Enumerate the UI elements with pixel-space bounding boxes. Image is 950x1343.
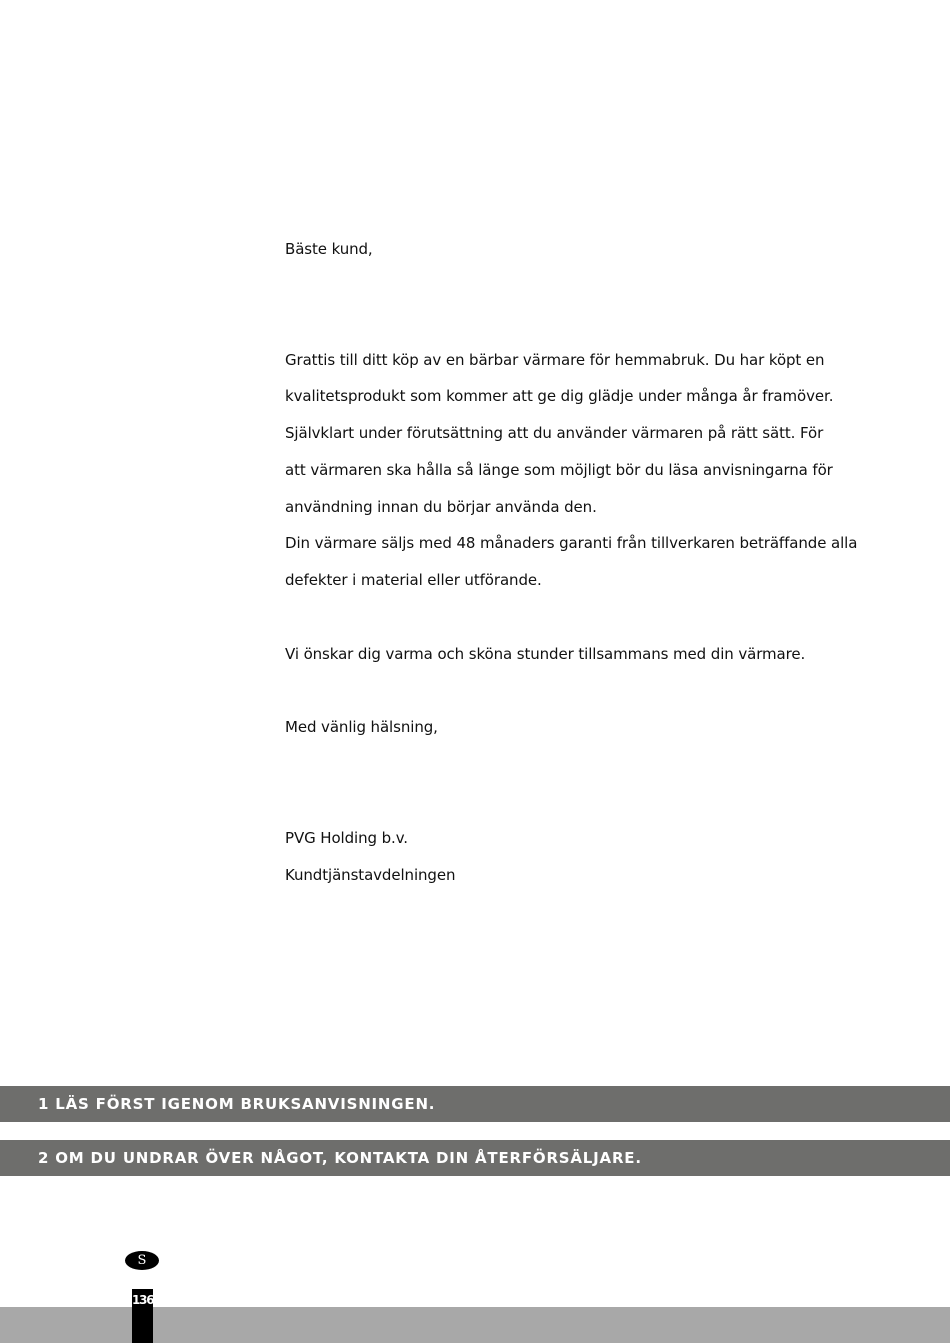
page-number-tab [132, 1289, 153, 1343]
body-line: användning innan du börjar använda den. [285, 497, 597, 516]
company-name: PVG Holding b.v. [285, 829, 408, 848]
body-line: att värmaren ska hålla så länge som möjligt bör du läsa anvisningarna för [285, 460, 833, 479]
body-line: Självklart under förutsättning att du använder värmaren på rätt sätt. För [285, 424, 824, 443]
greeting: Bäste kund, [285, 240, 373, 258]
intro-paragraph [285, 342, 858, 599]
body-line: defekter i material eller utförande. [285, 570, 542, 589]
page-number: 136 [132, 1293, 154, 1307]
closing-line: Med vänlig hälsning, [285, 718, 438, 737]
wish-line: Vi önskar dig varma och sköna stunder tillsammans med din värmare. [285, 644, 806, 663]
letter-body [285, 231, 858, 893]
instruction-banner-1: 1 LÄS FÖRST IGENOM BRUKSANVISNINGEN. [0, 1086, 950, 1122]
instruction-banner-2: 2 OM DU UNDRAR ÖVER NÅGOT, KONTAKTA DIN ÅTERFÖRSÄLJARE. [0, 1140, 950, 1176]
department-name: Kundtjänstavdelningen [285, 865, 456, 884]
language-badge: S [125, 1251, 159, 1270]
body-line: Din värmare säljs med 48 månaders garanti från tillverkaren beträffande alla [285, 534, 858, 553]
body-line: Grattis till ditt köp av en bärbar värmare för hemmabruk. Du har köpt en [285, 350, 825, 369]
body-line: kvalitetsprodukt som kommer att ge dig glädje under många år framöver. [285, 387, 834, 406]
